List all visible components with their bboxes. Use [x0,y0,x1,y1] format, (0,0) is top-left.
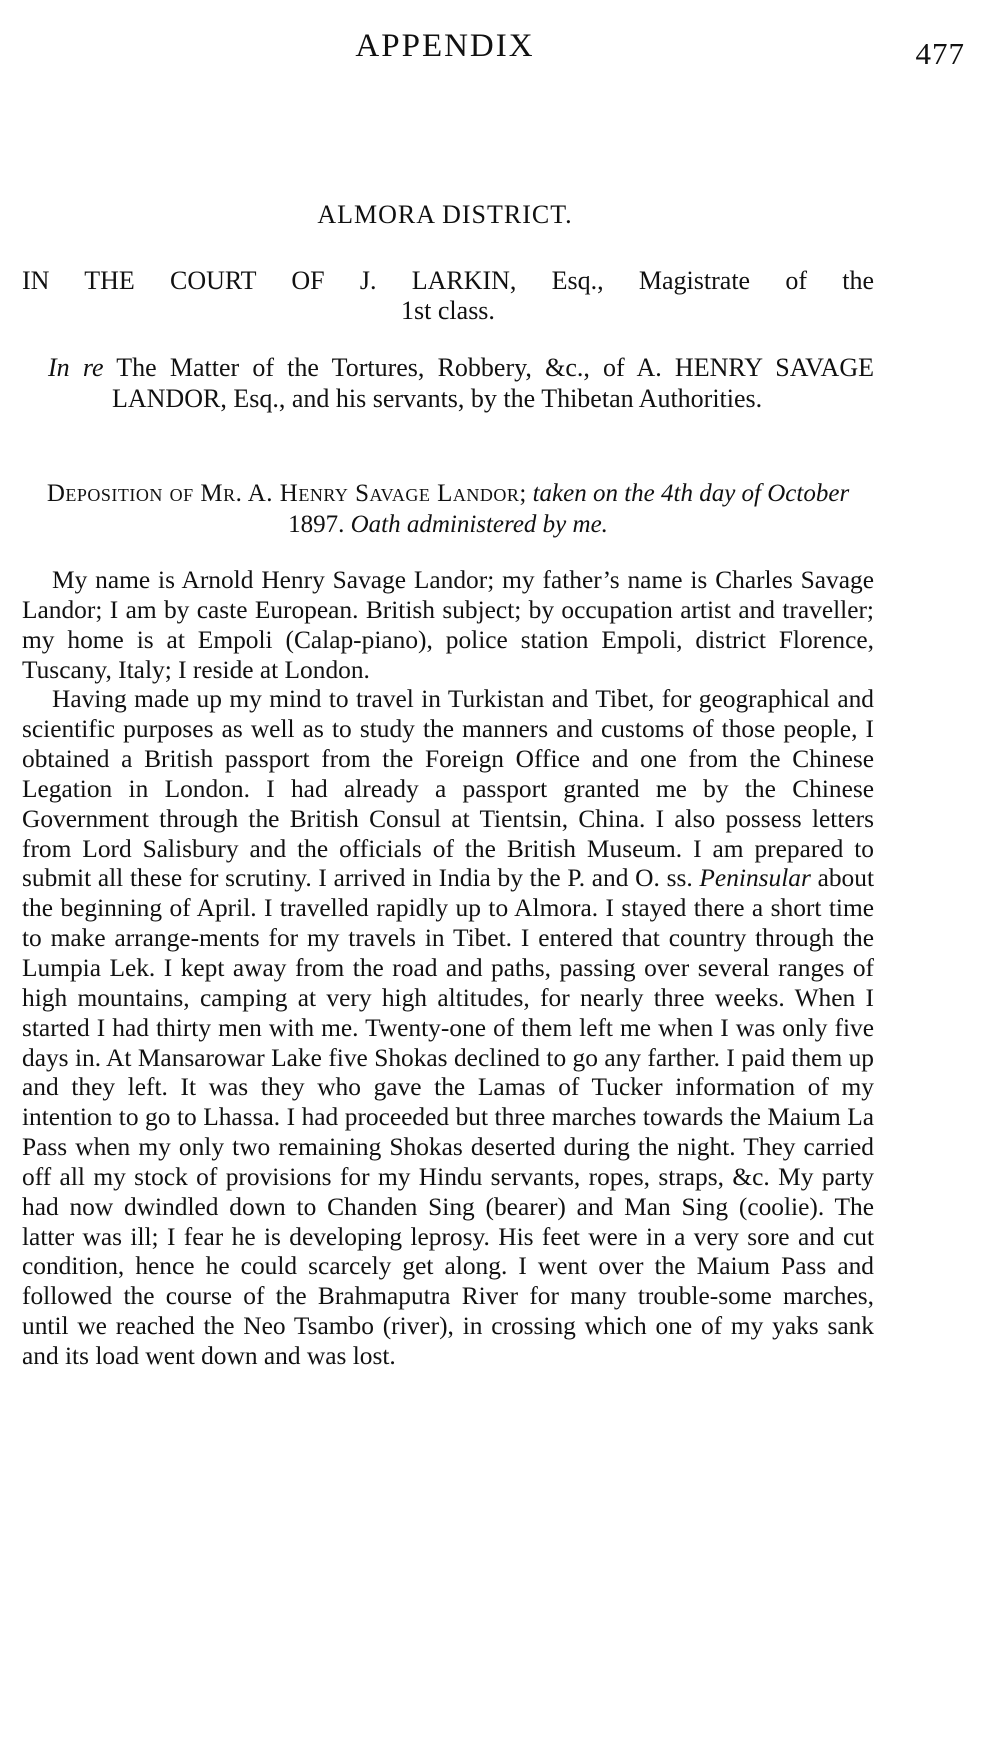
paragraph-2 [22,685,874,1371]
in-re-clause [48,352,874,414]
court-heading-line-2: 1st class. [401,296,495,325]
in-re-text: The Matter of the Tortures, Robbery, &c., of A. HENRY SAVAGE LANDOR, Esq., and his servants, by the Thibetan Authorities. [112,353,874,413]
running-title: APPENDIX [355,28,535,64]
deposition-year: 1897. [288,511,345,538]
deposition-date: taken on the 4th day of October [532,480,850,507]
deposition-title: Deposition of Mr. A. Henry Savage Landor [46,480,520,507]
deposition-oath: Oath administered by me. [350,511,608,538]
paragraph-1: My name is Arnold Henry Savage Landor; my father’s name is Charles Savage Landor; I am by caste European. British subject; by occupation artist and traveller; my home is at Empoli (Calap-piano), police station Empoli, district Florence, Tuscany, Italy; I reside at London. [22,566,874,684]
in-re-label: In re [48,353,104,382]
deposition-body [22,566,874,1372]
court-heading-line-1: IN THE COURT OF J. LARKIN, Esq., Magistrate of the [22,266,874,295]
ship-name: Peninsular [699,864,811,893]
paragraph-2-part-1: Having made up my mind to travel in Turkistan and Tibet, for geographical and scientific purposes as well as to study the manners and customs of those people, I obtained a British passport from the Foreign Office and one from the Chinese Legation in London. I had already a passport granted me by the Chinese Government through the British Consul at Tientsin, China. I also possess letters from Lord Salisbury and the officials of the British Museum. I am prepared to submit all these for scrutiny. I arrived in India by the P. and O. ss. [22,685,874,893]
court-heading [22,266,874,326]
deposition-separator: ; [519,480,527,507]
running-header [0,22,1000,82]
paragraph-2-part-2: about the beginning of April. I travelled rapidly up to Almora. I stayed there a short time to make arrange-ments for my travels in Tibet. I entered that country through the Lumpia Lek. I kept away from the road and paths, passing over several ranges of high mountains, camping at very high altitudes, for nearly three weeks. When I started I had thirty men with me. Twenty-one of them left me when I was only five days in. At Mansarowar Lake five Shokas declined to go any farther. I paid them up and they left. It was they who gave the Lamas of Tucker information of my intention to go to Lhassa. I had proceeded but three marches towards the Maium La Pass when my only two remaining Shokas deserted during the night. They carried off all my stock of provisions for my Hindu servants, ropes, straps, &c. My party had now dwindled down to Chanden Sing (bearer) and Man Sing (coolie). The latter was ill; I fear he is developing leprosy. His feet were in a very sore and cut condition, hence he could scarcely get along. I went over the Maium Pass and followed the course of the Brahmaputra River for many trouble-some marches, until we reached the Neo Tsambo (river), in crossing which one of my yaks sank and its load went down and was lost. [22,864,875,1370]
district-heading: ALMORA DISTRICT. [317,200,573,229]
page-number: 477 [915,36,965,71]
deposition-heading [22,478,874,540]
